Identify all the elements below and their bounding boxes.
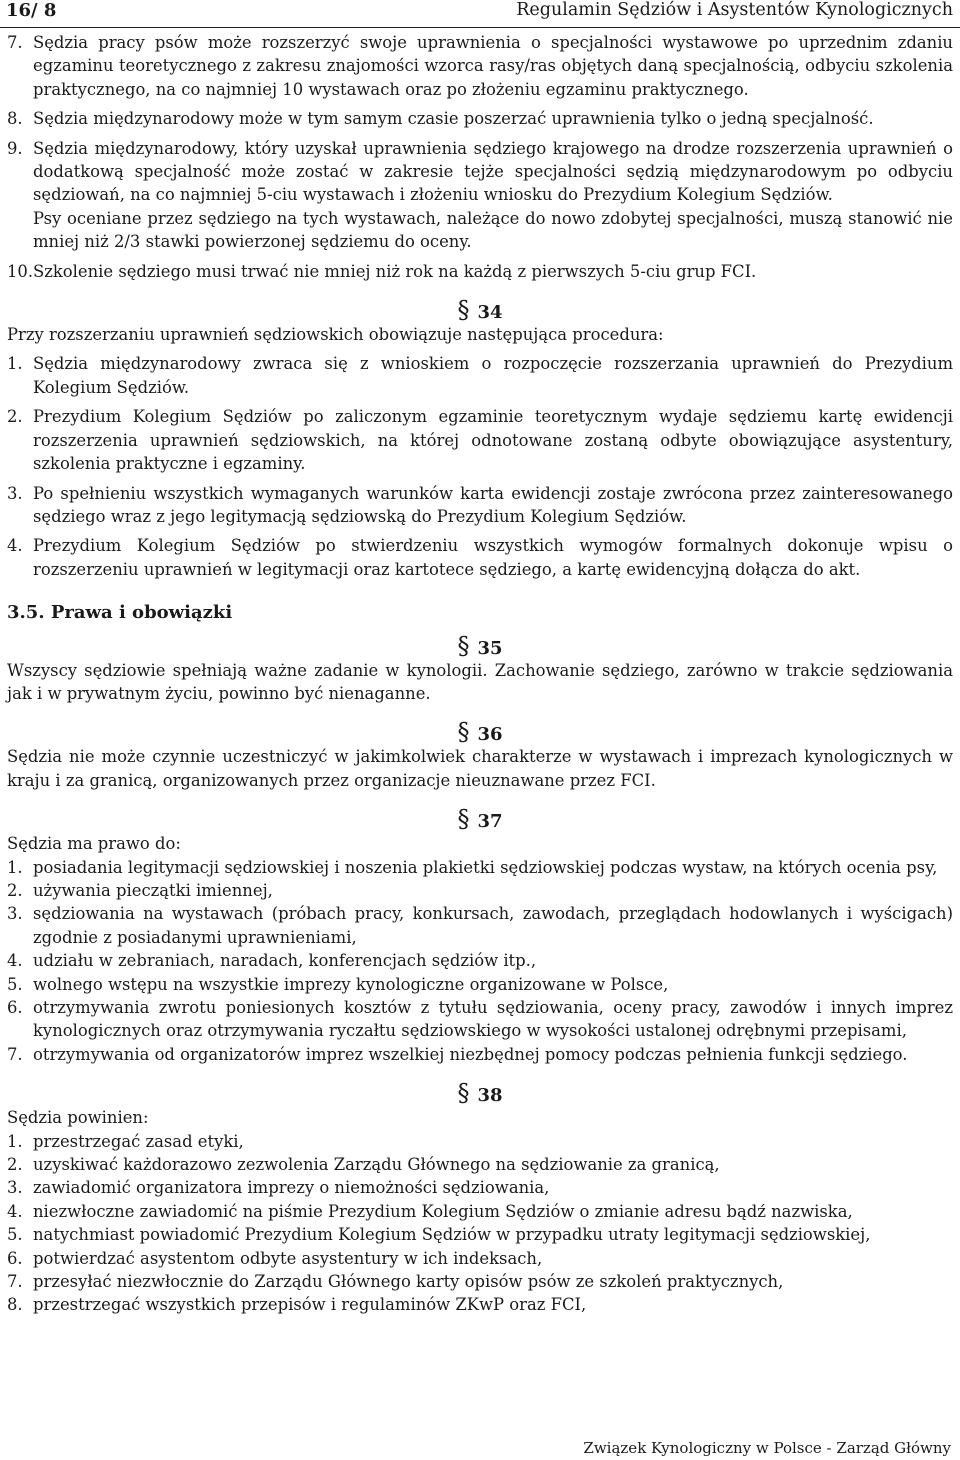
list-item: 1. przestrzegać zasad etyki,: [7, 1131, 244, 1151]
list-item: 3. zawiadomić organizatora imprezy o niemożności sędziowania,: [7, 1178, 550, 1198]
list-item-continuation: Psy oceniane przez sędziego na tych wystawach, należące do nowo zdobytej specjalności, muszą stanowić nie mniej niż 2/3 stawki powierzonej sędziemu do oceny.: [33, 208, 953, 252]
list-item: 3. Po spełnieniu wszystkich wymaganych warunków karta ewidencji zostaje zwrócona przez zainteresowanego sędziego wraz z jego legitymacją sędziowską do Prezydium Kolegium Sędziów.: [7, 483, 953, 526]
section-symbol: §: [457, 631, 470, 660]
list-item: 4. Prezydium Kolegium Sędziów po stwierdzeniu wszystkich wymogów formalnych dokonuje wpisu o rozszerzeniu uprawnień w legitymacji oraz kartotece sędziego, a kartę ewidencyjną dołącza do akt.: [7, 536, 953, 579]
list-item: 4. udziału w zebraniach, naradach, konferencjach sędziów itp.,: [7, 951, 537, 971]
section-heading-38: § 38: [457, 1079, 503, 1108]
section-symbol: §: [457, 296, 470, 325]
section-lead: Sędzia ma prawo do:: [7, 834, 181, 854]
section-lead: Sędzia powinien:: [7, 1108, 149, 1128]
section-text: Sędzia nie może czynnie uczestniczyć w jakimkolwiek charakterze w wystawach i imprezach kynologicznych w kraju i za granicą, organizowanych przez organizacje nieuznawane przez FCI.: [7, 747, 953, 790]
section-heading-37: § 37: [457, 805, 503, 834]
section-heading-36: § 36: [457, 718, 503, 747]
chapter-heading: 3.5. Prawa i obowiązki: [7, 602, 233, 624]
section-symbol: §: [457, 1079, 470, 1108]
list-item: 6. potwierdzać asystentom odbyte asystentury w ich indeksach,: [7, 1248, 543, 1268]
list-item: 4. niezwłoczne zawiadomić na piśmie Prezydium Kolegium Sędziów o zmianie adresu bądź nazwiska,: [7, 1201, 853, 1221]
section-lead: Przy rozszerzaniu uprawnień sędziowskich obowiązuje następująca procedura:: [7, 325, 664, 345]
section-heading-35: § 35: [457, 631, 503, 660]
section-heading-34: § 34: [457, 296, 503, 325]
document-title: Regulamin Sędziów i Asystentów Kynologicznych: [516, 0, 953, 20]
list-item: 3. sędziowania na wystawach (próbach pracy, konkursach, zawodach, przeglądach hodowlanych i wyścigach) zgodnie z posiadanymi uprawnieniami,: [7, 904, 953, 947]
page-number: 16/ 8: [6, 0, 57, 21]
list-item: 6. otrzymywania zwrotu poniesionych kosztów z tytułu sędziowania, oceny pracy, zawodów i innych imprez kynologicznych oraz otrzymywania ryczałtu sędziowskiego w wysokości ustalonej odrębnymi przepisami,: [7, 998, 953, 1041]
list-item: 10. Szkolenie sędziego musi trwać nie mniej niż rok na każdą z pierwszych 5-ciu grup FCI.: [7, 261, 757, 281]
list-item: 5. wolnego wstępu na wszystkie imprezy kynologiczne organizowane w Polsce,: [7, 974, 669, 994]
list-item: 2. używania pieczątki imiennej,: [7, 880, 273, 900]
list-item: 8. Sędzia międzynarodowy może w tym samym czasie poszerzać uprawnienia tylko o jedną specjalność.: [7, 109, 874, 129]
page-content: [7, 26, 953, 1317]
list-item: 7. Sędzia pracy psów może rozszerzyć swoje uprawnienia o specjalności wystawowe po uprzednim zdaniu egzaminu teoretycznego z zakresu znajomości wzorca rasy/ras objętych daną specjalnością, odbyciu szkolenia praktycznego, na co najmniej 10 wystawach oraz po złożeniu egzaminu praktycznego.: [7, 33, 953, 99]
page-footer: Związek Kynologiczny w Polsce - Zarząd Główny: [583, 1439, 951, 1457]
list-item: 5. natychmiast powiadomić Prezydium Kolegium Sędziów w przypadku utraty legitymacji sędziowskiej,: [7, 1225, 871, 1245]
section-symbol: §: [457, 805, 470, 834]
list-item: 1. posiadania legitymacji sędziowskiej i noszenia plakietki sędziowskiej podczas wystaw, na których ocenia psy,: [7, 857, 938, 877]
list-item: 9. Sędzia międzynarodowy, który uzyskał uprawnienia sędziego krajowego na drodze rozszerzenia uprawnień o dodatkową specjalność może zostać w zakresie tejże specjalności sędzią międzynarodowym po odbyciu sędziowań, na co najmniej 5-ciu wystawach i złożeniu wniosku do Prezydium Kolegium Sędziów.: [7, 138, 953, 205]
list-item: 7. przesyłać niezwłocznie do Zarządu Głównego karty opisów psów ze szkoleń praktycznych,: [7, 1272, 784, 1292]
list-item: 1. Sędzia międzynarodowy zwraca się z wnioskiem o rozpoczęcie rozszerzania uprawnień do Prezydium Kolegium Sędziów.: [7, 354, 953, 397]
list-item: 2. Prezydium Kolegium Sędziów po zaliczonym egzaminie teoretycznym wydaje sędziemu kartę ewidencji rozszerzenia uprawnień sędziowskich, na której odnotowane zostaną odbyte obowiązujące asystentury, szkolenia praktyczne i egzaminy.: [7, 407, 953, 474]
list-item: 7. otrzymywania od organizatorów imprez wszelkiej niezbędnej pomocy podczas pełnienia funkcji sędziego.: [7, 1044, 908, 1064]
section-symbol: §: [457, 718, 470, 747]
list-item: 8. przestrzegać wszystkich przepisów i regulaminów ZKwP oraz FCI,: [7, 1295, 587, 1315]
list-item: 2. uzyskiwać każdorazowo zezwolenia Zarządu Głównego na sędziowanie za granicą,: [7, 1155, 720, 1175]
section-text: Wszyscy sędziowie spełniają ważne zadanie w kynologii. Zachowanie sędziego, zarówno w trakcie sędziowania jak i w prywatnym życiu, powinno być nienaganne.: [7, 660, 953, 703]
